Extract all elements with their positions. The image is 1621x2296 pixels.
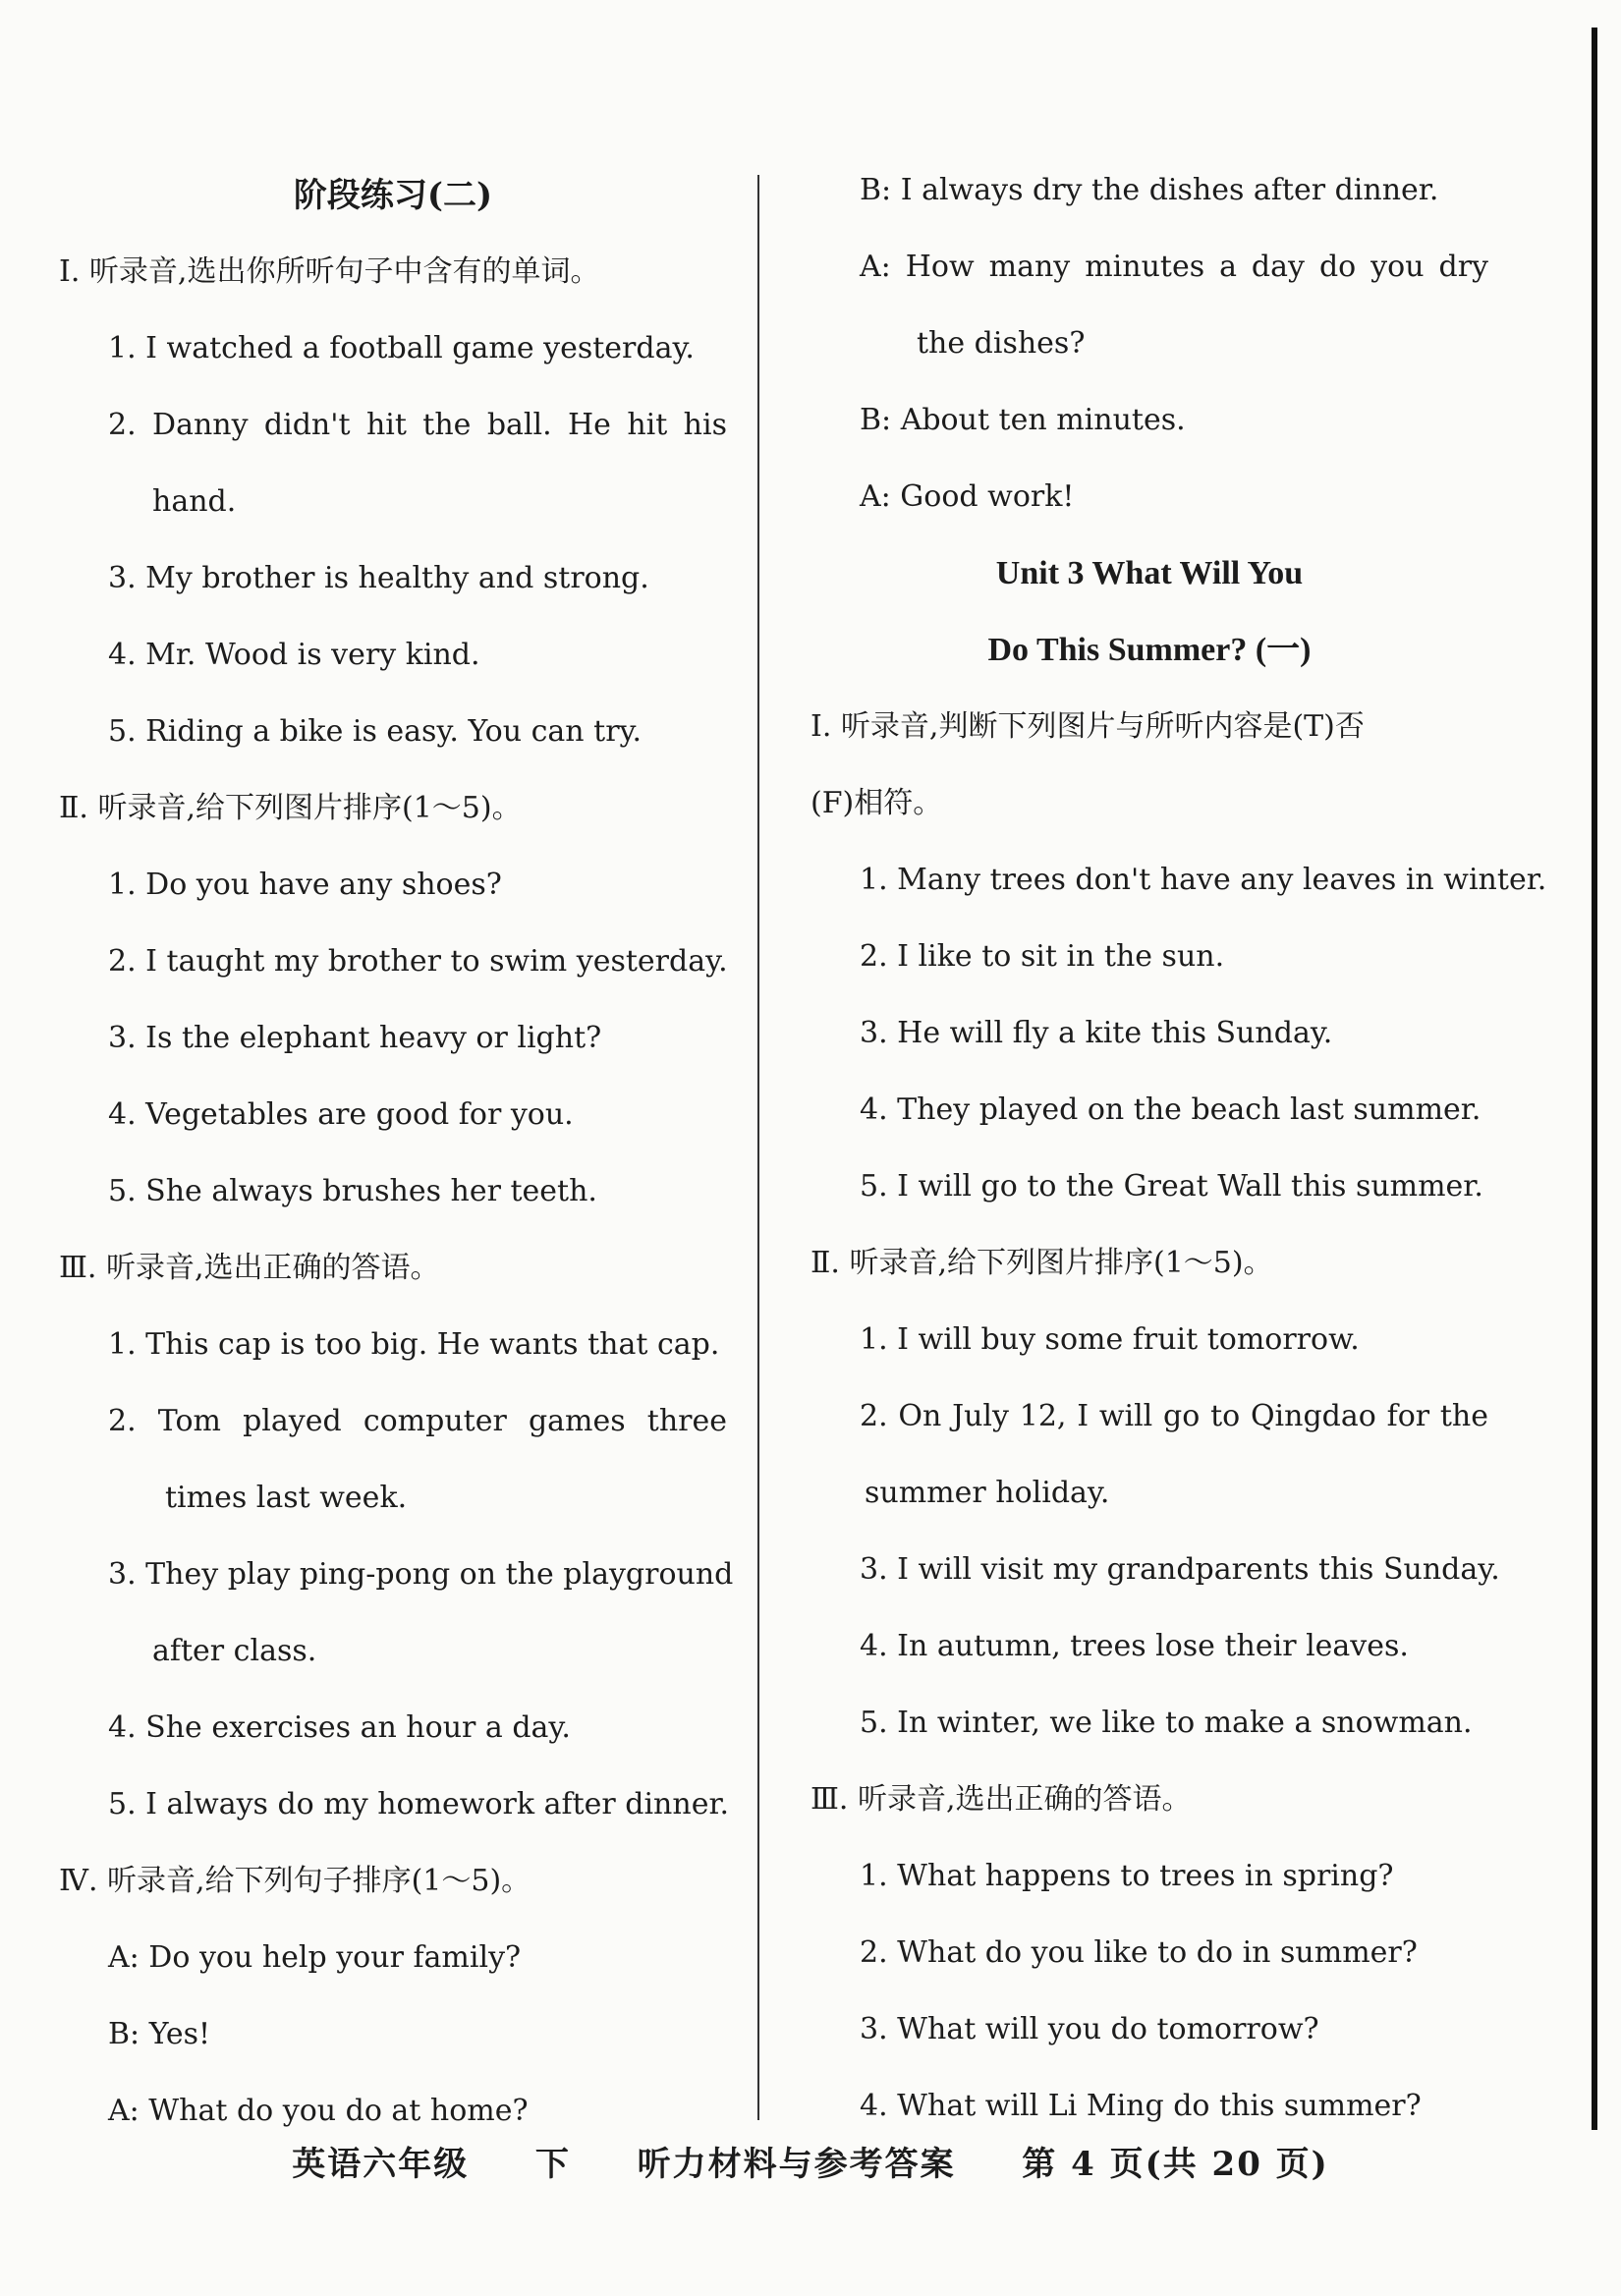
footer-book: 听力材料与参考答案 — [637, 2145, 956, 2184]
list-item: 5. I always do my homework after dinner. — [108, 1787, 730, 1821]
list-item: 2. Tom played computer games three — [108, 1404, 727, 1438]
list-item: 5. In winter, we like to make a snowman. — [860, 1706, 1473, 1740]
unit-title-line-1: Unit 3 What Will You — [995, 555, 1304, 591]
list-item: 2. On July 12, I will go to Qingdao for the — [860, 1399, 1488, 1433]
section-heading-3: Ⅲ. 听录音,选出正确的答语。 — [810, 1782, 1192, 1817]
list-item-continuation: summer holiday. — [865, 1476, 1110, 1510]
footer-volume: 下 — [534, 2145, 571, 2184]
dialog-line: B: Yes! — [108, 2017, 211, 2051]
dialog-line-continuation: the dishes? — [917, 326, 1086, 361]
list-item: 3. He will fly a kite this Sunday. — [860, 1016, 1333, 1050]
section-heading-4: Ⅳ. 听录音,给下列句子排序(1～5)。 — [59, 1864, 531, 1898]
section-heading-3: Ⅲ. 听录音,选出正确的答语。 — [59, 1251, 440, 1285]
list-item: 1. Many trees don't have any leaves in winter. — [860, 863, 1547, 897]
list-item: 5. Riding a bike is easy. You can try. — [108, 714, 643, 749]
list-item: 4. Vegetables are good for you. — [108, 1097, 574, 1132]
list-item: 1. I will buy some fruit tomorrow. — [860, 1322, 1360, 1357]
column-divider — [757, 175, 759, 2120]
list-item: 1. I watched a football game yesterday. — [108, 331, 695, 365]
section-heading-1: Ⅰ. 听录音,判断下列图片与所听内容是(T)否 — [810, 709, 1365, 744]
section-heading-2: Ⅱ. 听录音,给下列图片排序(1～5)。 — [59, 791, 522, 825]
list-item-continuation: times last week. — [165, 1481, 408, 1515]
list-item-continuation: hand. — [152, 484, 237, 519]
dialog-line: A: Do you help your family? — [108, 1940, 522, 1975]
section-title: 阶段练习(二) — [293, 176, 493, 215]
list-item: 5. She always brushes her teeth. — [108, 1174, 597, 1208]
page-edge-bar — [1592, 28, 1597, 2130]
section-heading-2: Ⅱ. 听录音,给下列图片排序(1～5)。 — [810, 1246, 1273, 1280]
list-item: 2. I taught my brother to swim yesterday. — [108, 944, 728, 979]
list-item-continuation: after class. — [152, 1634, 317, 1668]
list-item: 3. They play ping-pong on the playground — [108, 1557, 734, 1592]
dialog-line: A: How many minutes a day do you dry — [860, 250, 1488, 284]
list-item: 3. I will visit my grandparents this Sunday. — [860, 1552, 1500, 1587]
list-item: 4. In autumn, trees lose their leaves. — [860, 1629, 1409, 1663]
list-item: 1. This cap is too big. He wants that cap. — [108, 1327, 720, 1362]
section-heading-1: Ⅰ. 听录音,选出你所听句子中含有的单词。 — [59, 254, 600, 289]
list-item: 4. What will Li Ming do this summer? — [860, 2089, 1422, 2123]
dialog-line: A: Good work! — [860, 479, 1075, 514]
list-item: 2. Danny didn't hit the ball. He hit his — [108, 408, 727, 442]
page-footer — [0, 2137, 1621, 2185]
dialog-line: B: About ten minutes. — [860, 403, 1186, 437]
footer-subject: 英语六年级 — [292, 2145, 470, 2184]
dialog-line: A: What do you do at home? — [108, 2094, 529, 2128]
list-item: 5. I will go to the Great Wall this summer. — [860, 1169, 1483, 1204]
section-heading-1-continuation: (F)相符。 — [810, 786, 943, 820]
list-item: 4. They played on the beach last summer. — [860, 1092, 1481, 1127]
dialog-line: B: I always dry the dishes after dinner. — [860, 173, 1439, 207]
right-column — [810, 152, 1547, 2145]
list-item: 2. What do you like to do in summer? — [860, 1935, 1418, 1970]
unit-title-line-2: Do This Summer? (一) — [987, 632, 1312, 668]
list-item: 2. I like to sit in the sun. — [860, 939, 1225, 974]
list-item: 1. Do you have any shoes? — [108, 868, 502, 902]
list-item: 3. Is the elephant heavy or light? — [108, 1021, 602, 1055]
list-item: 4. She exercises an hour a day. — [108, 1710, 571, 1745]
list-item: 1. What happens to trees in spring? — [860, 1859, 1394, 1893]
list-item: 3. My brother is healthy and strong. — [108, 561, 649, 595]
left-column — [59, 157, 734, 2150]
list-item: 3. What will you do tomorrow? — [860, 2012, 1319, 2046]
list-item: 4. Mr. Wood is very kind. — [108, 638, 480, 672]
footer-page-number: 第 4 页(共 20 页) — [1022, 2145, 1329, 2184]
